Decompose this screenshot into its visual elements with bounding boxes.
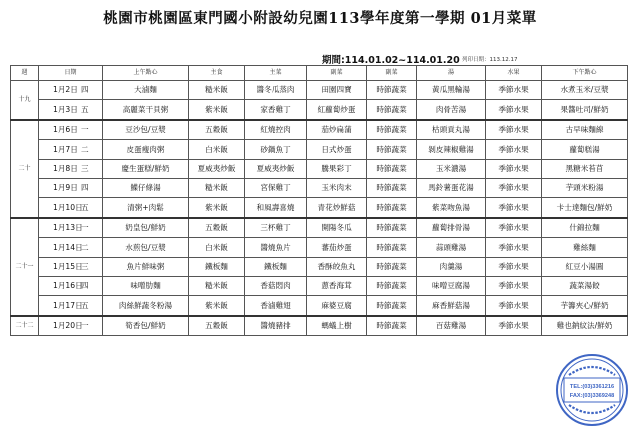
cell-main-dish: 醬燒豬排	[245, 316, 307, 336]
cell-pm-snack: 卡士達麵包/鮮奶	[542, 198, 628, 218]
col-header-week: 週	[11, 66, 39, 81]
cell-side-dish-2: 時節蔬菜	[367, 238, 417, 257]
cell-staple: 紫米飯	[189, 198, 245, 218]
cell-fruit: 季節水果	[486, 120, 542, 140]
date-text: 1月14日	[53, 242, 83, 252]
col-header-side-dish-2: 副菜	[367, 66, 417, 81]
cell-pm-snack: 雞也鈉紋法/鮮奶	[542, 316, 628, 336]
cell-date	[39, 276, 103, 295]
cell-soup: 紫菜吻魚湯	[417, 198, 486, 218]
date-text: 1月9日	[53, 183, 78, 193]
cell-staple: 白米飯	[189, 140, 245, 159]
col-header-am-snack: 上午點心	[103, 66, 189, 81]
cell-staple: 糙米飯	[189, 276, 245, 295]
print-date: 列印日期：113.12.17	[462, 57, 518, 63]
date-text: 1月20日	[53, 321, 83, 331]
cell-am-snack: 奶皇包/鮮奶	[103, 218, 189, 238]
header-row	[11, 66, 628, 81]
cell-date	[39, 238, 103, 257]
cell-side-dish-2: 時節蔬菜	[367, 81, 417, 100]
cell-date	[39, 100, 103, 120]
cell-side-dish-1: 開陽冬瓜	[307, 218, 367, 238]
col-header-date: 日期	[39, 66, 103, 81]
col-header-pm-snack: 下午點心	[542, 66, 628, 81]
cell-main-dish: 醬燒魚片	[245, 238, 307, 257]
cell-soup: 味噌豆腐湯	[417, 276, 486, 295]
cell-side-dish-1: 麻婆豆腐	[307, 296, 367, 316]
date-text: 1月15日	[53, 261, 83, 271]
date-text: 1月3日	[53, 104, 78, 114]
cell-side-dish-1: 青花炒鮮菇	[307, 198, 367, 218]
weekday-text: 四	[81, 183, 89, 193]
weekday-text: 一	[81, 125, 89, 135]
weekday-text: 五	[81, 300, 89, 310]
cell-am-snack: 大滷麵	[103, 81, 189, 100]
weekday-text: 一	[81, 223, 89, 233]
cell-main-dish: 香菇悶肉	[245, 276, 307, 295]
cell-staple: 白米飯	[189, 238, 245, 257]
stamp-outer-ring	[557, 355, 627, 425]
cell-pm-snack: 什錦拉麵	[542, 218, 628, 238]
stamp-tel: TEL:(03)3361216	[569, 384, 615, 390]
cell-am-snack: 水煎包/豆漿	[103, 238, 189, 257]
weekday-text: 三	[81, 261, 89, 271]
week-label: 二十二	[11, 316, 39, 336]
cell-fruit: 季節水果	[486, 218, 542, 238]
cell-soup: 百菇雞湯	[417, 316, 486, 336]
col-header-fruit: 水果	[486, 66, 542, 81]
cell-soup: 肉羹湯	[417, 257, 486, 276]
cell-pm-snack: 芋籌夾心/鮮奶	[542, 296, 628, 316]
cell-side-dish-1: 螞蟻上樹	[307, 316, 367, 336]
menu-row	[11, 120, 628, 140]
cell-staple: 夏威夷炒飯	[189, 159, 245, 178]
menu-table	[10, 65, 628, 336]
date-text: 1月6日	[53, 125, 78, 135]
cell-side-dish-1: 茄炒扁蒲	[307, 120, 367, 140]
cell-am-snack: 慶生蛋糕/鮮奶	[103, 159, 189, 178]
cell-am-snack: 清粥+肉鬆	[103, 198, 189, 218]
weekday-text: 一	[81, 321, 89, 331]
cell-am-snack: 鰈仔條湯	[103, 178, 189, 197]
col-header-main-dish: 主菜	[245, 66, 307, 81]
cell-pm-snack: 芋頭米粉湯	[542, 178, 628, 197]
menu-title: 桃園市桃園區東門國小附設幼兒園113學年度第一學期 01月菜單	[103, 10, 537, 27]
cell-date	[39, 257, 103, 276]
cell-date	[39, 120, 103, 140]
week-label: 二十一	[11, 218, 39, 316]
cell-side-dish-2: 時節蔬菜	[367, 159, 417, 178]
cell-main-dish: 醬冬瓜蒸肉	[245, 81, 307, 100]
cell-staple: 鐵板麵	[189, 257, 245, 276]
cell-fruit: 季節水果	[486, 100, 542, 120]
weekday-text: 五	[81, 104, 89, 114]
cell-main-dish: 紅燒控肉	[245, 120, 307, 140]
cell-date	[39, 198, 103, 218]
cell-main-dish: 砂鍋魚丁	[245, 140, 307, 159]
cell-am-snack: 豆沙包/豆漿	[103, 120, 189, 140]
col-header-side-dish-1: 副菜	[307, 66, 367, 81]
menu-row	[11, 198, 628, 218]
cell-staple: 五穀飯	[189, 120, 245, 140]
stamp-fax: FAX:(03)3369248	[569, 393, 615, 399]
menu-row	[11, 140, 628, 159]
cell-am-snack: 高麗菜干貝粥	[103, 100, 189, 120]
cell-side-dish-2: 時節蔬菜	[367, 296, 417, 316]
menu-row	[11, 257, 628, 276]
cell-date	[39, 81, 103, 100]
cell-pm-snack: 果醬吐司/鮮奶	[542, 100, 628, 120]
cell-main-dish: 三杯雞丁	[245, 218, 307, 238]
cell-main-dish: 鐵板麵	[245, 257, 307, 276]
menu-body	[11, 81, 628, 336]
cell-side-dish-1: 香酥皎魚丸	[307, 257, 367, 276]
stamp-bottom-text	[569, 405, 615, 413]
menu-row	[11, 100, 628, 120]
menu-row	[11, 178, 628, 197]
cell-soup: 馬鈴薯蛋花湯	[417, 178, 486, 197]
stamp-inner-ring	[561, 359, 623, 421]
cell-pm-snack: 紅豆小湯圓	[542, 257, 628, 276]
menu-row	[11, 159, 628, 178]
cell-date	[39, 218, 103, 238]
menu-row	[11, 276, 628, 295]
cell-pm-snack: 雞絲麵	[542, 238, 628, 257]
cell-am-snack: 魚片鮮味粥	[103, 257, 189, 276]
menu-row	[11, 296, 628, 316]
cell-side-dish-2: 時節蔬菜	[367, 120, 417, 140]
weekday-text: 五	[81, 202, 89, 212]
cell-fruit: 季節水果	[486, 140, 542, 159]
menu-period: 期間:114.01.02~114.01.20	[322, 55, 460, 66]
week-label: 二十	[11, 120, 39, 218]
cell-main-dish: 夏威夷炒飯	[245, 159, 307, 178]
cell-side-dish-2: 時節蔬菜	[367, 140, 417, 159]
cell-side-dish-2: 時節蔬菜	[367, 178, 417, 197]
cell-side-dish-2: 時節蔬菜	[367, 276, 417, 295]
cell-date	[39, 316, 103, 336]
cell-main-dish: 家香雞丁	[245, 100, 307, 120]
col-header-soup: 湯	[417, 66, 486, 81]
stamp-top-text	[569, 367, 615, 375]
cell-fruit: 季節水果	[486, 238, 542, 257]
cell-date	[39, 296, 103, 316]
cell-fruit: 季節水果	[486, 276, 542, 295]
cell-pm-snack: 古早味麵線	[542, 120, 628, 140]
cell-soup: 剝皮辣椒雞湯	[417, 140, 486, 159]
menu-row	[11, 316, 628, 336]
cell-fruit: 季節水果	[486, 296, 542, 316]
cell-am-snack: 肉絲鮮蔬冬粉湯	[103, 296, 189, 316]
cell-fruit: 季節水果	[486, 178, 542, 197]
cell-staple: 五穀飯	[189, 316, 245, 336]
date-text: 1月8日	[53, 163, 78, 173]
cell-soup: 蒜頭雞湯	[417, 238, 486, 257]
cell-staple: 糙米飯	[189, 178, 245, 197]
cell-fruit: 季節水果	[486, 316, 542, 336]
date-text: 1月7日	[53, 144, 78, 154]
cell-side-dish-2: 時節蔬菜	[367, 257, 417, 276]
cell-pm-snack: 水煮玉米/豆漿	[542, 81, 628, 100]
menu-row	[11, 238, 628, 257]
cell-pm-snack: 蔬菜湯餃	[542, 276, 628, 295]
cell-am-snack: 筍香包/鮮奶	[103, 316, 189, 336]
cell-soup: 黃瓜黑輪湯	[417, 81, 486, 100]
cell-date	[39, 140, 103, 159]
cell-staple: 五穀飯	[189, 218, 245, 238]
cell-side-dish-1: 玉米肉末	[307, 178, 367, 197]
cell-side-dish-2: 時節蔬菜	[367, 316, 417, 336]
cell-side-dish-1: 紅蘿蔔炒蛋	[307, 100, 367, 120]
cell-date	[39, 159, 103, 178]
school-stamp	[555, 353, 629, 427]
cell-side-dish-2: 時節蔬菜	[367, 198, 417, 218]
weekday-text: 二	[81, 242, 89, 252]
week-label: 十九	[11, 81, 39, 120]
cell-side-dish-1: 蕃茄炒蛋	[307, 238, 367, 257]
weekday-text: 三	[81, 163, 89, 173]
date-text: 1月13日	[53, 223, 83, 233]
date-text: 1月17日	[53, 300, 83, 310]
cell-am-snack: 皮蛋瘦肉粥	[103, 140, 189, 159]
cell-main-dish: 宮保雞丁	[245, 178, 307, 197]
cell-side-dish-1: 蔥香海茸	[307, 276, 367, 295]
cell-fruit: 季節水果	[486, 159, 542, 178]
cell-side-dish-2: 時節蔬菜	[367, 218, 417, 238]
cell-side-dish-2: 時節蔬菜	[367, 100, 417, 120]
menu-row	[11, 81, 628, 100]
cell-fruit: 季節水果	[486, 198, 542, 218]
cell-main-dish: 香滷雞翅	[245, 296, 307, 316]
menu-row	[11, 218, 628, 238]
cell-side-dish-1: 日式炒蛋	[307, 140, 367, 159]
col-header-staple: 主食	[189, 66, 245, 81]
weekday-text: 四	[81, 85, 89, 95]
cell-soup: 蘿蔔排骨湯	[417, 218, 486, 238]
cell-fruit: 季節水果	[486, 257, 542, 276]
cell-date	[39, 178, 103, 197]
date-text: 1月10日	[53, 202, 83, 212]
cell-pm-snack: 黑糖米苔苜	[542, 159, 628, 178]
cell-soup: 枯頭貢丸湯	[417, 120, 486, 140]
cell-main-dish: 和風壽喜燒	[245, 198, 307, 218]
cell-staple: 紫米飯	[189, 100, 245, 120]
cell-staple: 糙米飯	[189, 81, 245, 100]
weekday-text: 二	[81, 144, 89, 154]
date-text: 1月2日	[53, 85, 78, 95]
cell-am-snack: 味噌肋麵	[103, 276, 189, 295]
cell-soup: 麻香鮮菇湯	[417, 296, 486, 316]
cell-soup: 肉骨苦湯	[417, 100, 486, 120]
cell-soup: 玉米濃湯	[417, 159, 486, 178]
cell-fruit: 季節水果	[486, 81, 542, 100]
cell-pm-snack: 蘿蔔糕湯	[542, 140, 628, 159]
date-text: 1月16日	[53, 281, 83, 291]
cell-side-dish-1: 田園四寶	[307, 81, 367, 100]
cell-side-dish-1: 騰果彩丁	[307, 159, 367, 178]
weekday-text: 四	[81, 281, 89, 291]
cell-staple: 紫米飯	[189, 296, 245, 316]
